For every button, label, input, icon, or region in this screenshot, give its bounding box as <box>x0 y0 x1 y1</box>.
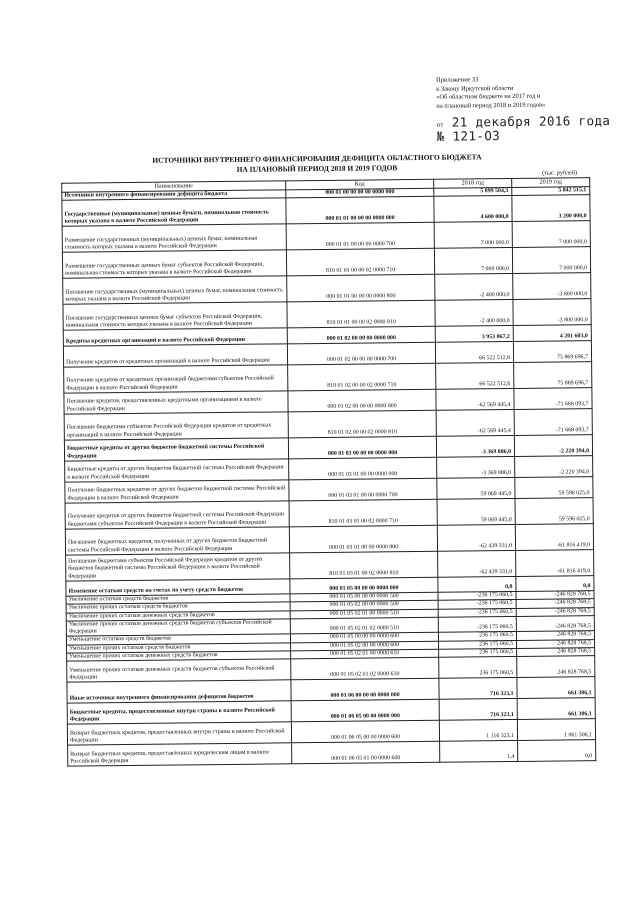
row-value-2018: 7 000 000,0 <box>434 248 512 275</box>
appendix-line: на плановый период 2018 и 2019 годов» <box>436 101 546 110</box>
table-body <box>62 187 596 766</box>
row-name: Увеличение прочих остатков средств бюджетов <box>66 602 290 613</box>
row-code: 000 01 05 02 00 00 0000 500 <box>290 601 438 611</box>
row-code: 000 01 05 00 00 00 0000 000 <box>290 577 438 594</box>
row-code: 810 01 02 00 00 02 0000 710 <box>288 363 436 391</box>
row-value-2019: -2 220 394,0 <box>514 434 592 456</box>
row-code: 000 01 01 00 00 00 0000 800 <box>287 274 435 302</box>
row-code: 000 01 05 02 01 02 0000 510 <box>290 617 438 634</box>
row-code: 810 01 03 01 00 02 0000 810 <box>290 551 438 579</box>
row-value-2018: 716 323,1 <box>439 677 517 699</box>
row-value-2018: 236 175 060,5 <box>439 656 517 678</box>
row-value-2019: -71 668 093,7 <box>514 408 592 435</box>
row-code: 000 01 05 02 00 00 0000 600 <box>291 641 439 651</box>
row-code: 000 01 06 05 00 00 0000 600 <box>291 720 439 743</box>
row-value-2019: 246 828 768,5 <box>517 647 595 656</box>
row-value-2018: -3 369 886,0 <box>437 456 515 478</box>
row-value-2018: 5 899 504,3 <box>434 187 512 196</box>
row-name: Получение бюджетных кредитов от других бюджетов бюджетной системы Российской Федерации в валюте Российской Федерации <box>65 480 289 503</box>
row-name: Изменение остатков средств на счетах по учету средств бюджетов <box>66 579 290 597</box>
row-value-2019: 59 596 025,0 <box>515 476 593 498</box>
row-name: Погашение бюджетами субъектов Российской Федерации кредитов от других бюджетов бюджетной системы Российской Федерации в валюте Российской Федерации <box>66 553 290 581</box>
row-value-2019: 59 596 025,0 <box>515 497 593 524</box>
appendix-line: Приложение 33 <box>436 76 479 84</box>
row-value-2018: -62 569 445,4 <box>436 388 514 410</box>
row-code: 000 01 06 00 00 00 0000 000 <box>291 678 439 701</box>
row-code: 000 01 03 01 00 00 0000 000 <box>289 457 437 480</box>
row-value-2018: 66 522 512,6 <box>436 362 514 389</box>
row-value-2019: -61 816 419,0 <box>515 523 593 550</box>
row-value-2019: 246 828 768,5 <box>517 656 595 678</box>
appendix-line: к Закону Иркутской области <box>436 84 514 93</box>
row-value-2018: 59 069 445,0 <box>437 498 515 525</box>
row-name: Источники внутреннего финансирования дефицита бюджета <box>62 190 286 201</box>
row-value-2018: -236 175 060,5 <box>438 616 516 632</box>
row-value-2019: -246 828 768,5 <box>516 607 594 616</box>
row-value-2018: 236 175 060,5 <box>438 632 516 641</box>
row-name: Государственные (муниципальные) ценные бумаги, номинальная стоимость которых указана в валюте Российской Федерации <box>62 198 286 226</box>
row-value-2019: 1 061 306,1 <box>517 719 595 741</box>
law-date-stamp <box>436 113 610 130</box>
title-line-2: НА ПЛАНОВЫЙ ПЕРИОД 2018 И 2019 ГОДОВ <box>236 162 398 174</box>
units-label: (тыс. рублей) <box>542 169 578 177</box>
row-name: Погашение государственных ценных бумаг субъектов Российской Федерации, номинальная стоимость которых указана в валюте Российской Федерации <box>63 302 287 330</box>
row-code: 000 01 02 00 00 00 0000 700 <box>287 342 435 365</box>
row-value-2018: 236 175 060,5 <box>439 648 517 657</box>
law-date: 21 декабря 2016 года <box>451 112 611 130</box>
row-value-2018: -62 569 445,4 <box>436 409 514 436</box>
row-value-2019: 3 200 000,0 <box>512 195 590 222</box>
row-value-2018: -2 400 000,0 <box>435 274 513 301</box>
row-name: Возврат бюджетных кредитов, предоставленных внутри страны в валюте Российской Федерации <box>67 722 291 745</box>
date-prefix: от <box>436 120 444 129</box>
row-value-2018: -236 175 060,5 <box>438 592 516 601</box>
row-value-2018: 1,4 <box>440 740 518 762</box>
row-name: Уменьшение остатков средств бюджетов <box>66 634 290 645</box>
row-name: Уменьшение прочих остатков средств бюджетов <box>67 642 291 653</box>
row-name: Погашение бюджетных кредитов, полученных от других бюджетов бюджетной системы Российской Федерации в валюте Российской Федерации <box>65 527 289 555</box>
row-value-2019: 0,0 <box>516 575 594 591</box>
row-code: 000 01 01 00 00 00 0000 000 <box>286 196 434 224</box>
header-code: Код <box>286 179 434 190</box>
row-code: 000 01 01 00 00 00 0000 700 <box>286 222 434 250</box>
row-name: Увеличение остатков средств бюджетов <box>66 594 290 605</box>
row-code: 000 01 05 00 00 00 0000 600 <box>290 633 438 643</box>
row-value-2019: -61 816 419,0 <box>516 549 594 576</box>
table-row <box>68 740 596 767</box>
row-value-2019: 246 828 768,5 <box>517 639 595 648</box>
row-code: 000 01 02 00 00 00 0000 800 <box>288 389 436 412</box>
row-name: Размещение государственных (муниципальных) ценных бумаг, номинальная стоимость которых указана в валюте Российской Федерации <box>62 224 286 252</box>
title-line-1: ИСТОЧНИКИ ВНУТРЕННЕГО ФИНАНСИРОВАНИЯ ДЕФИЦИТА ОБЛАСТНОГО БЮДЖЕТА <box>152 152 482 165</box>
row-code: 000 01 05 02 01 02 0000 610 <box>291 657 439 680</box>
appendix-header <box>436 75 606 111</box>
row-name: Получение кредитов от других бюджетов бюджетной системы Российской Федерации бюджетами субъектов Российской Федерации в валюте Российской Федерации <box>65 501 289 529</box>
row-value-2019: 7 000 000,0 <box>512 221 590 248</box>
row-name: Погашение кредитов, предоставленных кредитными организациями в валюте Российской Федерации <box>64 391 288 414</box>
row-value-2018: 4 600 000,0 <box>434 196 512 223</box>
row-value-2018: 0,0 <box>438 576 516 592</box>
row-value-2018: 7 000 000,0 <box>434 222 512 249</box>
row-name: Погашение бюджетами субъектов Российской Федерации кредитов от кредитных организаций в валюте Российской Федерации <box>64 412 288 440</box>
row-code: 000 01 06 05 01 00 0000 600 <box>292 741 440 764</box>
row-name: Иные источники внутреннего финансирования дефицитов бюджетов <box>67 680 291 703</box>
row-value-2019: 75 869 696,7 <box>514 361 592 388</box>
row-value-2019: -71 668 093,7 <box>514 387 592 409</box>
row-value-2019: 661 306,1 <box>517 698 595 720</box>
row-code: 000 01 06 05 00 00 0000 000 <box>291 699 439 722</box>
row-value-2019: 246 828 768,5 <box>516 631 594 640</box>
row-value-2018: -236 175 060,5 <box>438 600 516 609</box>
row-name: Уменьшение прочих остатков денежных средств бюджетов <box>67 651 291 662</box>
row-code: 000 01 02 00 00 00 0000 000 <box>287 326 435 343</box>
row-value-2019: -246 828 768,5 <box>516 591 594 600</box>
row-value-2019: 7 000 000,0 <box>512 247 590 274</box>
row-name: Увеличение прочих остатков денежных средств бюджетов субъектов Российской Федерации <box>66 619 290 637</box>
row-value-2018: -236 175 060,5 <box>438 608 516 617</box>
row-value-2018: 59 069 445,0 <box>437 477 515 499</box>
row-value-2019: -2 220 394,0 <box>515 455 593 477</box>
row-value-2019: 75 869 696,7 <box>513 340 591 362</box>
row-name: Бюджетные кредиты от других бюджетов бюджетной системы Российской Федерации в валюте Российской Федерации <box>65 459 289 482</box>
row-name: Погашение государственных (муниципальных) ценных бумаг, номинальная стоимость которых указана в валюте Российской Федерации <box>63 276 287 304</box>
row-value-2018: -62 439 331,0 <box>437 524 515 551</box>
row-value-2019: 5 842 515,1 <box>512 187 590 196</box>
row-code: 000 01 00 00 00 00 0000 000 <box>286 188 434 198</box>
row-code: 000 01 03 00 00 00 0000 000 <box>288 436 436 459</box>
row-name: Получение кредитов от кредитных организаций бюджетами субъектов Российской Федерации в валюте Российской Федерации <box>64 365 288 393</box>
row-code: 810 01 03 01 00 02 0000 710 <box>289 499 437 527</box>
row-value-2019: -246 828 768,5 <box>516 615 594 631</box>
law-number-stamp: № 121-ОЗ <box>436 128 501 144</box>
document-title <box>107 152 527 176</box>
row-value-2019: -246 828 768,5 <box>516 599 594 608</box>
row-value-2018: -62 439 331,0 <box>438 550 516 577</box>
row-code: 810 01 01 00 00 02 0000 710 <box>286 248 434 276</box>
row-value-2019: 0,0 <box>518 740 596 762</box>
row-name: Бюджетные кредиты, предоставленные внутри страны в валюте Российской Федерации <box>67 701 291 724</box>
row-value-2018: 716 323,1 <box>439 698 517 720</box>
row-value-2018: 66 522 512,6 <box>435 341 513 363</box>
row-code: 000 01 03 01 00 00 0000 700 <box>289 478 437 501</box>
row-name: Получение кредитов от кредитных организаций в валюте Российской Федерации <box>63 344 287 367</box>
row-code: 000 01 05 02 01 00 0000 610 <box>291 649 439 659</box>
header-2018: 2018 год <box>434 178 512 188</box>
row-value-2018: -2 400 000,0 <box>435 300 513 327</box>
row-value-2019: -3 800 000,0 <box>513 299 591 326</box>
row-name: Размещение государственных ценных бумаг субъектов Российской Федерации, номинальная стоимость которых указана в валюте Российской Федерации <box>62 250 286 278</box>
row-value-2018: -3 369 886,0 <box>436 435 514 457</box>
row-code: 000 01 05 00 00 00 0000 500 <box>290 592 438 602</box>
row-code: 000 01 05 02 01 00 0000 510 <box>290 609 438 619</box>
row-name: Увеличение прочих остатков денежных средств бюджетов <box>66 610 290 621</box>
row-code: 810 01 01 00 00 02 0000 810 <box>287 300 435 328</box>
header-name: Наименование <box>62 181 286 192</box>
row-value-2019: 4 201 603,0 <box>513 325 591 341</box>
row-name: Бюджетные кредиты от других бюджетов бюджетной системы Российской Федерации <box>64 438 288 461</box>
row-name: Уменьшение прочих остатков денежных средств бюджетов субъектов Российской Федерации <box>67 659 291 682</box>
row-value-2018: 1 116 323,1 <box>439 719 517 741</box>
row-value-2019: -3 800 000,0 <box>513 273 591 300</box>
row-code: 000 01 03 01 00 00 0000 800 <box>289 525 437 553</box>
row-name: Кредиты кредитных организаций в валюте Российской Федерации <box>63 328 287 346</box>
row-value-2019: 661 306,1 <box>517 677 595 699</box>
appendix-line: «Об областном бюджете на 2017 год и <box>436 92 541 101</box>
financing-sources-table <box>61 177 596 766</box>
header-2019: 2019 год <box>512 178 590 188</box>
row-value-2018: 236 175 060,5 <box>439 640 517 649</box>
row-value-2018: 3 953 067,2 <box>435 326 513 342</box>
row-name: Возврат бюджетных кредитов, предоставленных юридическим лицам в валюте Российской Федерации <box>68 743 292 766</box>
row-code: 810 01 02 00 00 02 0000 810 <box>288 410 436 438</box>
